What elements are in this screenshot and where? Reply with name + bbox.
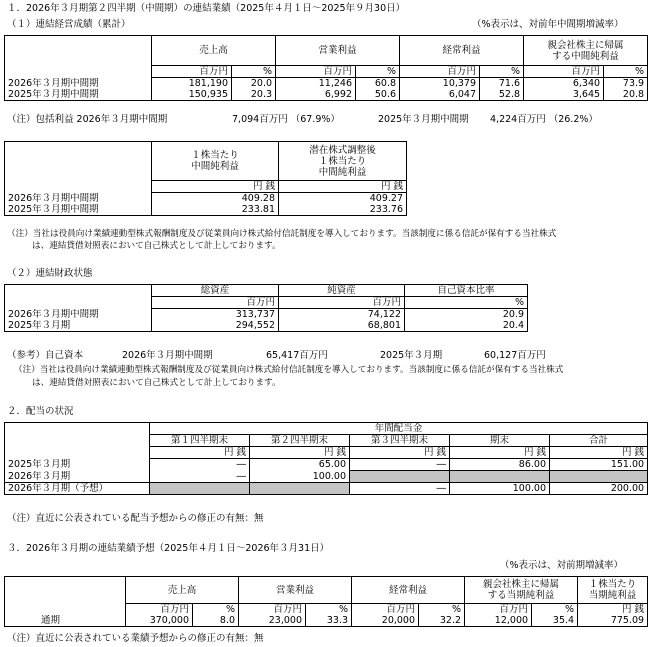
section2-title: ２．配当の状況 — [7, 406, 74, 417]
header-operating-profit: 営業利益 — [276, 36, 400, 66]
unit-yen: 円 銭 — [350, 447, 450, 459]
table-row: 2026年３月期中間期 181,190 20.0 11,246 60.8 10,379 71.6 6,340 73.9 — [5, 78, 648, 90]
unit-million: 百万円 — [524, 66, 604, 78]
pct-note: （%表示は、対前年中間期増減率） — [472, 19, 624, 30]
equity-ref-label: （参考）自己資本 — [7, 350, 84, 361]
eps-note-line2: は、連結貸借対照表において自己株式として計上しております。 — [32, 241, 281, 251]
unit-million: 百万円 — [352, 604, 419, 616]
comprehensive-income-prior-label: 2025年３月期中間期 — [378, 114, 469, 125]
unit-percent: % — [532, 604, 578, 616]
unit-million: 百万円 — [152, 297, 279, 309]
unit-percent: % — [405, 297, 528, 309]
comprehensive-income-label: （注）包括利益 2026年３月期中間期 — [7, 114, 168, 125]
header-equity-ratio: 自己資本比率 — [405, 285, 528, 297]
forecast-pct-note: （%表示は、対前期増減率） — [500, 560, 624, 571]
operating-results-subtitle: （１）連結経営成績（累計） — [7, 19, 131, 30]
unit-million: 百万円 — [400, 66, 480, 78]
header-q2: 第２四半期末 — [250, 435, 350, 447]
table-row: 2025年３月期 ― 65.00 ― 86.00 151.00 — [5, 459, 648, 471]
financial-position-table — [4, 284, 528, 332]
unit-yen: 円 銭 — [152, 181, 279, 193]
unit-million: 百万円 — [465, 604, 532, 616]
unit-million: 百万円 — [152, 66, 232, 78]
header-net-sales: 売上高 — [152, 36, 276, 66]
header-q3: 第３四半期末 — [350, 435, 450, 447]
forecast-table — [4, 576, 648, 627]
fin-note-line2: は、連結貸借対照表において自己株式として計上しております。 — [32, 378, 281, 388]
header-eps: １株当たり 当期純利益 — [578, 577, 648, 604]
unit-yen: 円 銭 — [550, 447, 648, 459]
table-row: 2025年３月期中間期 150,935 20.3 6,992 50.6 6,047 52.8 3,645 20.8 — [5, 89, 648, 101]
comprehensive-income-prior: 4,224百万円 （26.2%） — [490, 114, 598, 125]
header-total-assets: 総資産 — [152, 285, 279, 297]
comprehensive-income-current: 7,094百万円 （67.9%） — [232, 114, 340, 125]
unit-yen: 円 銭 — [578, 604, 648, 616]
unit-yen: 円 銭 — [250, 447, 350, 459]
header-net-sales: 売上高 — [126, 577, 239, 604]
header-year-end: 期末 — [450, 435, 550, 447]
unit-million: 百万円 — [276, 66, 356, 78]
table-row: 2025年３月期中間期 233.81 233.76 — [5, 204, 407, 216]
header-annual-dividend: 年間配当金 — [150, 423, 648, 435]
unit-percent: % — [419, 604, 465, 616]
header-diluted-eps: 潜在株式調整後 １株当たり 中間純利益 — [279, 142, 407, 181]
equity-ref-prior: 60,127百万円 — [484, 350, 546, 361]
header-q1: 第１四半期末 — [150, 435, 250, 447]
unit-yen: 円 銭 — [150, 447, 250, 459]
table-row: 2026年３月期中間期 313,737 74,122 20.9 — [5, 309, 528, 321]
table-row: 通期 370,000 8.0 23,000 33.3 20,000 32.2 12,000 35.4 775.09 — [5, 615, 648, 627]
unit-percent: % — [306, 604, 352, 616]
equity-ref-current: 65,417百万円 — [266, 350, 328, 361]
header-net-income: 親会社株主に帰属 する中間純利益 — [524, 36, 648, 66]
table-row: 2026年３月期中間期 409.28 409.27 — [5, 193, 407, 205]
table-row: 2026年３月期 ― 100.00 — [5, 471, 648, 483]
header-operating-profit: 営業利益 — [239, 577, 352, 604]
equity-ref-current-label: 2026年３月期中間期 — [122, 350, 213, 361]
section1-title: １．2026年３月期第２四半期（中間期）の連結業績（2025年４月１日～2025年９月30日） — [7, 3, 406, 14]
header-net-assets: 純資産 — [279, 285, 405, 297]
header-ordinary-profit: 経常利益 — [400, 36, 524, 66]
header-total: 合計 — [550, 435, 648, 447]
unit-percent: % — [356, 66, 400, 78]
dividend-note: （注）直近に公表されている配当予想からの修正の有無：無 — [7, 513, 264, 524]
header-ordinary-profit: 経常利益 — [352, 577, 465, 604]
table-row: 2026年３月期（予想） ― 100.00 200.00 — [5, 483, 648, 495]
unit-million: 百万円 — [279, 297, 405, 309]
unit-percent: % — [480, 66, 524, 78]
unit-yen: 円 銭 — [450, 447, 550, 459]
eps-table — [4, 141, 407, 216]
fin-note-line1: （注）当社は役員向け業績連動型株式報酬制度及び従業員向け株式給付信託制度を導入しております。当該制度に係る信託が保有する当社株式 — [14, 365, 564, 375]
eps-note-line1: （注）当社は役員向け業績連動型株式報酬制度及び従業員向け株式給付信託制度を導入しております。当該制度に係る信託が保有する当社株式 — [7, 229, 557, 239]
unit-million: 百万円 — [239, 604, 306, 616]
section3-title: ３．2026年３月期の連結業績予想（2025年４月１日～2026年３月31日） — [7, 543, 330, 554]
forecast-note: （注）直近に公表されている業績予想からの修正の有無：無 — [7, 633, 264, 644]
unit-percent: % — [604, 66, 648, 78]
unit-million: 百万円 — [126, 604, 193, 616]
unit-percent: % — [193, 604, 239, 616]
dividends-table — [4, 422, 648, 495]
equity-ref-prior-label: 2025年３月期 — [380, 350, 443, 361]
unit-percent: % — [232, 66, 276, 78]
header-eps: １株当たり 中間純利益 — [152, 142, 279, 181]
unit-yen: 円 銭 — [279, 181, 407, 193]
financial-position-subtitle: （２）連結財政状態 — [7, 268, 93, 279]
table-row: 2025年３月期 294,552 68,801 20.4 — [5, 320, 528, 332]
operating-results-table — [4, 35, 648, 101]
header-net-income: 親会社株主に帰属 する当期純利益 — [465, 577, 578, 604]
